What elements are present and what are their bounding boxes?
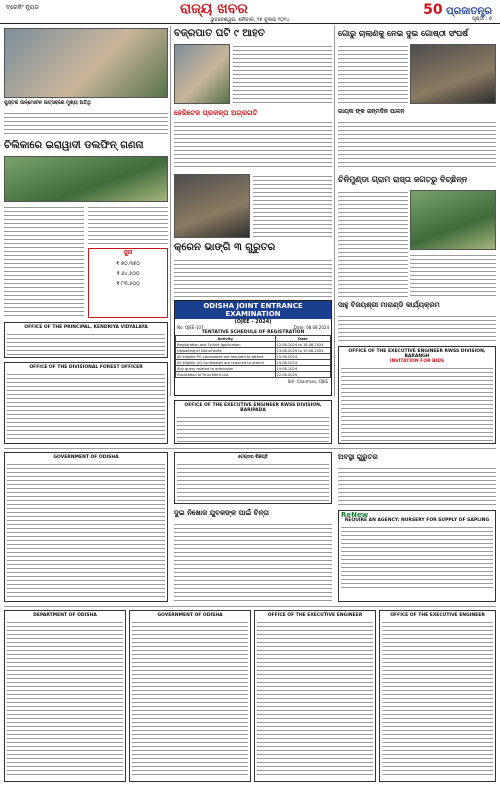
story2-body2 [174,120,332,170]
story5-headline: ଚିନିମୁଣ୍ଡା ଗ୍ରାମ ରାସ୍ତା ଜଗତରୁ ବିଚ୍ଛିନ୍ନ [338,174,468,184]
story2-photo [174,44,230,104]
ad-kendriya-vidyalaya [4,322,168,358]
renew-logo: ReNew [341,511,369,519]
price-value2: ₹ ୬୪,୫୦୦ [116,271,140,277]
story4-headline: କ୍ରେନ ଭାଙ୍ଗି ୩ ଗୁରୁତର [174,242,276,253]
story3-body2 [338,120,496,170]
ad10-title: REQUIRE AN AGENCY: NURSERY FOR SUPPLY OF SAPLING [344,518,490,523]
story8-body [338,466,496,506]
ad-forest-division [4,452,168,602]
schedule-activity: Publication of Final Merit List [176,372,276,378]
paper-name: ପ୍ରଜାତନ୍ତ୍ର [446,6,492,17]
column-rule [170,26,171,396]
story5-photo [410,190,496,250]
story3-sub: ଗାୟକ ଙ୍କ ଜନ୍ମଦିନ ପାଳନ [338,108,405,115]
ad11-title: OFFICE OF THE EXECUTIVE ENGINEER [390,613,485,618]
story3-photo [410,44,496,104]
story6-headline: ସାହୁ ବିଜୟଶ୍ରୀ ମାରାଣ୍ଡି କାର୍ଯ୍ୟକ୍ରମ [338,300,440,309]
schedule-date: 12.08.2024 to 18.08.2024 [275,342,330,348]
schedule-date: 19.08.2024 [275,360,330,366]
story3-body [338,44,408,104]
ad-bottom-3 [254,610,376,782]
ad-tender-odia [174,452,332,504]
ad6-title: DEPARTMENT OF ODISHA [33,613,97,618]
exam-date: Date: 08.08.2024 [293,325,329,330]
ad8-title: OFFICE OF THE EXECUTIVE ENGINEER [267,613,363,618]
date-line: ଭୁବନେଶ୍ୱର, ଶନିବାର, ୨୭ ଜୁଲାଇ ୨୦୨୪ [210,17,290,23]
story5-body2 [410,253,496,298]
story7-headline: ଦୁଇ ନିଖୋଜ ଯୁବକଙ୍କ ପାଇଁ ଚିନ୍ତା [174,508,269,517]
ad2-title: OFFICE OF THE DIVISIONAL FOREST OFFICER [29,365,143,370]
story3-headline: ଗୋରୁ ଚାଲାଣକୁ ନେଇ ଦୁଇ ଗୋଷ୍ଠୀ ସଂଘର୍ଷ [338,28,469,38]
schedule-date: 15.08.2024 [275,354,330,360]
section-rule [4,606,496,607]
price-title: ସୁନା [123,249,133,256]
schedule-activity: Any query related to admission [176,366,276,372]
story1-body3 [88,205,168,245]
exam-title: ODISHA JOINT ENTRANCE EXAMINATION [175,301,331,319]
masthead-left-label: ବ୍ରେକିଂ ନ୍ୟୁଜ [6,4,39,11]
story8-headline: ଅବସ୍ଥା ଗୁରୁତର [338,452,378,461]
exam-notice [174,300,332,396]
ad-renew-nursery [338,510,496,602]
schedule-date: 13.08.2024 to 19.08.2024 [275,348,330,354]
ad-rwss-baripada [174,400,332,444]
story2-headline: ବଜ୍ରପାତ ଘଟି ୯ ଆହତ [174,28,265,39]
story1-body2 [4,205,84,317]
table-row [176,372,331,378]
story1-body [4,111,168,137]
schedule-activity: Uploading of Documents [176,348,276,354]
price-value3: ₹ ୮୩,୫୦୦ [116,281,140,287]
story1-caption: ପୁସ୍ତକ ଉନ୍ମୋଚନ ଉତ୍ସବରେ ମୁଖ୍ୟ ଅତିଥି [4,100,91,106]
story2-body [233,44,332,104]
schedule-activity: All eligible UG candidates are required to attend [176,360,276,366]
story1-photo2 [4,156,168,202]
story7-body [174,522,332,602]
ad9-title: ଟେଣ୍ଡର ବିଜ୍ଞପ୍ତି [238,455,268,460]
story6-body [338,314,496,344]
schedule-activity: Registration and Online Application [176,342,276,348]
exam-schedule-table [175,335,331,378]
ad3-subtitle: INVITATION FOR BIDS [389,359,445,364]
masthead [0,0,500,24]
ad4-title: OFFICE OF THE EXECUTIVE ENGINEER RWSS DIVISION, BARIPADA [184,403,322,413]
schedule-date: 19.08.2024 [275,366,330,372]
ad-bottom-1 [4,610,126,782]
column-rule [334,26,335,396]
price-box [88,248,168,318]
page-number: ପୃଷ୍ଠା : ୭ [472,16,492,22]
price-value1: ₹ ୭୦,୩୭୦ [116,261,140,267]
story1-photo [4,28,168,98]
exam-code: (OJEE - 2024) [234,319,272,325]
ad1-title: OFFICE OF THE PRINCIPAL, KENDRIYA VIDYALAYA [24,325,148,330]
schedule-date: 22.08.2024 [275,372,330,378]
ad-forest-office [4,362,168,444]
schedule-col-activity: Activity [176,336,276,342]
section-title: ରାଜ୍ୟ ଖବର [180,1,248,17]
ad5-title: GOVERNMENT OF ODISHA [53,455,119,460]
section-rule [4,448,496,449]
story4-photo [174,174,250,238]
ad3-title: OFFICE OF THE EXECUTIVE ENGINEER RWSS DIVISION, BARANGH [348,349,486,359]
story4-body [253,174,332,238]
story5-body [338,190,408,298]
schedule-col-date: Date [275,336,330,342]
exam-footer: Sd/- Chairman, OJEE [287,379,328,384]
ad-rwss-baragh [338,346,496,444]
story1-headline: ଚିଲିକାରେ ଇରାୱାଦୀ ଡଲଫିନ୍ ଗଣନା [4,140,144,151]
schedule-activity: All eligible PG candidates are required to attend [176,354,276,360]
exam-schedule-title: TENTATIVE SCHEDULE OF REGISTRATION [201,330,305,335]
ad7-title: GOVERNMENT OF ODISHA [157,613,223,618]
story2-sub: ହେରିଟେଜ ପ୍ରକଳ୍ପ ଅଗ୍ରଗତି [174,108,258,117]
story4-body2 [174,258,332,298]
ad-bottom-2 [129,610,251,782]
anniversary-number: 50 [423,2,443,18]
ad-bottom-4 [379,610,496,782]
exam-notice-no: No: OJEE-107 [177,325,204,330]
